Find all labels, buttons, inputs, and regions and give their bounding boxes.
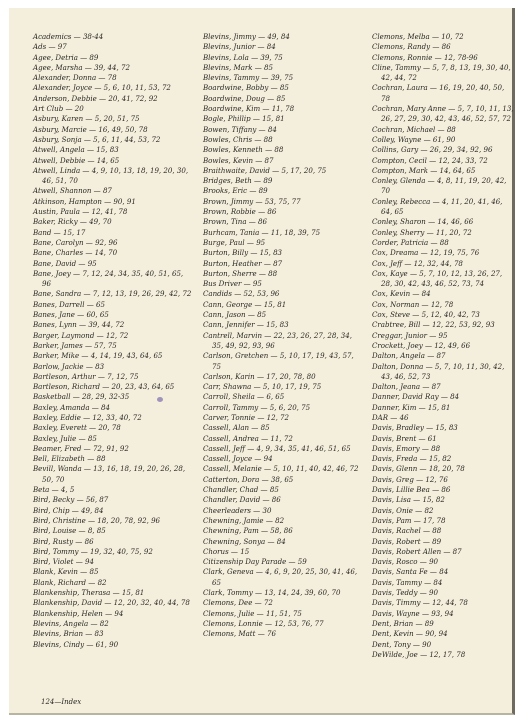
- index-entry: Cann, Jennifer — 15, 83: [203, 320, 289, 330]
- index-entry: Banes, Darrell — 65: [33, 299, 105, 309]
- index-entry: Burton, Sherre — 88: [203, 268, 278, 278]
- index-entry: Clemons, Lonnie — 12, 53, 76, 77: [203, 618, 324, 628]
- index-entry: Blevins, Lola — 39, 75: [203, 52, 283, 62]
- page-footer: 124—Index: [41, 698, 82, 706]
- index-entry: Dalton, Angela — 87: [372, 351, 446, 361]
- index-entry: Brown, Tina — 86: [203, 217, 268, 227]
- index-entry: Baxley, Eddie — 12, 33, 40, 72: [33, 412, 142, 422]
- index-entry: Blankenship, Helen — 94: [33, 608, 124, 618]
- index-entry: Dent, Tony — 90: [372, 639, 432, 649]
- index-entry: Cantrell, Marvin — 22, 23, 26, 27, 28, 34, 35, 49, 92, 93, 96: [203, 330, 353, 350]
- index-entry: Davis, Wayne — 93, 94: [372, 608, 454, 618]
- index-entry: Baxley, Julie — 85: [33, 433, 97, 443]
- index-entry: Compton, Cecil — 12, 24, 33, 72: [372, 155, 488, 165]
- index-column-3: [372, 32, 515, 660]
- index-entry: Cassell, Alan — 85: [203, 423, 270, 433]
- index-entry: Cochran, Michael — 88: [372, 124, 456, 134]
- index-entry: Atwell, Angela — 15, 83: [33, 145, 119, 155]
- index-entry: Bird, Christine — 18, 20, 78, 92, 96: [33, 515, 161, 525]
- index-entry: Danner, Kim — 15, 81: [372, 402, 451, 412]
- index-entry: Atkinson, Hampton — 90, 91: [33, 196, 136, 206]
- index-entry: Cox, Steve — 5, 12, 40, 42, 73: [372, 310, 480, 320]
- index-entry: Carr, Shawna — 5, 10, 17, 19, 75: [203, 382, 322, 392]
- index-entry: Cassell, Andrea — 11, 72: [203, 433, 293, 443]
- index-entry: Asbury, Karen — 5, 20, 51, 75: [33, 114, 140, 124]
- index-entry: Barlow, Jackie — 83: [33, 361, 105, 371]
- index-entry: Barker, Mike — 4, 14, 19, 43, 64, 65: [33, 351, 163, 361]
- index-entry: Beamer, Fred — 72, 91, 92: [33, 443, 129, 453]
- index-entry: Burge, Paul — 95: [203, 237, 266, 247]
- index-entry: Davis, Glenn — 18, 20, 78: [372, 464, 465, 474]
- index-entry: Baker, Ricky — 49, 70: [33, 217, 112, 227]
- index-entry: Bird, Rusty — 86: [33, 536, 94, 546]
- index-entry: Crockett, Joey — 12, 49, 66: [372, 340, 471, 350]
- index-entry: Agee, Detria — 89: [33, 52, 99, 62]
- index-entry: Clemons, Julie — 11, 51, 75: [203, 608, 302, 618]
- index-entry: Asbury, Marcie — 16, 49, 50, 78: [33, 124, 148, 134]
- index-page: [9, 8, 515, 715]
- index-entry: Davis, Freda — 15, 82: [372, 454, 452, 464]
- index-entry: Bird, Becky — 56, 87: [33, 495, 109, 505]
- index-entry: Bogle, Phillip — 15, 81: [203, 114, 285, 124]
- index-entry: Bowles, Kevin — 87: [203, 155, 274, 165]
- index-entry: Clemons, Ronnie — 12, 78-96: [372, 52, 478, 62]
- index-entry: Colley, Wayne — 61, 90: [372, 134, 456, 144]
- index-entry: Davis, Lillie Bea — 86: [372, 485, 451, 495]
- index-entry: Cox, Kevin — 84: [372, 289, 431, 299]
- index-entry: Crabtree, Bill — 12, 22, 53, 92, 93: [372, 320, 495, 330]
- index-entry: Dalton, Donna — 5, 7, 10, 11, 30, 42, 43, 46, 52, 73: [372, 361, 505, 381]
- index-entry: Alexander, Joyce — 5, 6, 10, 11, 53, 72: [33, 83, 171, 93]
- index-entry: Brown, Robbie — 86: [203, 207, 277, 217]
- index-entry: Davis, Tammy — 84: [372, 577, 443, 587]
- ink-smudge: [157, 397, 163, 402]
- index-entry: Davis, Greg — 12, 76: [372, 474, 448, 484]
- index-entry: Band — 15, 17: [33, 227, 86, 237]
- index-entry: Blankenship, David — 12, 20, 32, 40, 44, 78: [33, 598, 190, 608]
- index-entry: Davis, Timmy — 12, 44, 78: [372, 598, 468, 608]
- index-entry: Bane, Sandra — 7, 12, 13, 19, 26, 29, 42, 72: [33, 289, 192, 299]
- index-entry: Candids — 52, 53, 96: [203, 289, 280, 299]
- index-entry: Blevins, Mark — 85: [203, 62, 274, 72]
- index-entry: Ads — 97: [33, 42, 67, 52]
- index-entry: Dent, Brian — 89: [372, 618, 434, 628]
- index-entry: Bird, Violet — 94: [33, 557, 95, 567]
- index-entry: Chewning, Sonya — 84: [203, 536, 286, 546]
- index-entry: Cox, Kaye — 5, 7, 10, 12, 13, 26, 27, 28, 30, 42, 43, 46, 52, 73, 74: [372, 268, 503, 289]
- index-entry: DAR — 46: [372, 412, 409, 422]
- index-entry: Bowles, Kenneth — 88: [203, 145, 284, 155]
- index-entry: Bird, Chip — 49, 84: [33, 505, 104, 515]
- index-entry: Bird, Louise — 8, 85: [33, 526, 106, 536]
- index-entry: Carver, Tonnie — 12, 72: [203, 412, 290, 422]
- index-entry: Clemons, Dee — 72: [203, 598, 273, 608]
- index-entry: Burton, Heather — 87: [203, 258, 283, 268]
- index-entry: Cann, Jason — 85: [203, 310, 267, 320]
- index-entry: Collins, Gary — 26, 29, 34, 92, 96: [372, 145, 493, 155]
- index-entry: Cassell, Melanie — 5, 10, 11, 40, 42, 46, 72: [203, 464, 359, 474]
- index-entry: Cann, George — 15, 81: [203, 299, 287, 309]
- index-entry: Agee, Marsha — 39, 44, 72: [33, 62, 130, 72]
- index-entry: Blank, Kevin — 85: [33, 567, 99, 577]
- index-entry: Chandler, Chad — 85: [203, 485, 279, 495]
- index-entry: Basketball — 28, 29, 32-35: [33, 392, 130, 402]
- index-entry: Bartleson, Richard — 20, 23, 43, 64, 65: [33, 382, 175, 392]
- index-entry: Bowen, Tiffany — 84: [203, 124, 277, 134]
- index-column-2: [203, 32, 363, 640]
- index-entry: Blank, Richard — 82: [33, 577, 107, 587]
- index-entry: Atwell, Linda — 4, 9, 10, 13, 18, 19, 20, 30, 46, 51, 70: [33, 165, 189, 186]
- index-entry: Davis, Robert Allen — 87: [372, 546, 462, 556]
- index-entry: Burhcam, Tania — 11, 18, 39, 75: [203, 227, 321, 237]
- index-entry: Conley, Glenda — 4, 8, 11, 19, 20, 42, 70: [372, 176, 507, 196]
- index-entry: Asbury, Sonja — 5, 6, 11, 44, 53, 72: [33, 134, 161, 144]
- index-entry: Cox, Dreama — 12, 19, 75, 76: [372, 248, 480, 258]
- index-entry: Bridges, Beth — 89: [203, 176, 273, 186]
- index-entry: Cochran, Laura — 16, 19, 20, 40, 50, 78: [372, 83, 505, 103]
- index-entry: Bus Driver — 95: [203, 279, 262, 289]
- index-entry: Blevins, Brian — 83: [33, 629, 104, 639]
- index-column-1: [33, 32, 193, 650]
- index-entry: Chandler, David — 86: [203, 495, 281, 505]
- index-entry: Davis, Bradley — 15, 83: [372, 423, 458, 433]
- index-entry: Conley, Sharon — 14, 46, 66: [372, 217, 474, 227]
- index-entry: Austin, Paula — 12, 41, 78: [33, 207, 128, 217]
- index-entry: Corder, Patricia — 88: [372, 237, 449, 247]
- index-entry: Barger, Laymond — 12, 72: [33, 330, 129, 340]
- index-entry: Conley, Sherry — 11, 20, 72: [372, 227, 472, 237]
- index-entry: DeWilde, Joe — 12, 17, 78: [372, 649, 466, 659]
- index-entry: Clemons, Melba — 10, 72: [372, 32, 464, 41]
- index-entry: Bird, Tommy — 19, 32, 40, 75, 92: [33, 546, 153, 556]
- index-entry: Citizenship Day Parade — 59: [203, 557, 307, 567]
- index-entry: Davis, Emory — 88: [372, 443, 441, 453]
- index-entry: Brooks, Eric — 89: [203, 186, 268, 196]
- index-entry: Blevins, Jimmy — 49, 84: [203, 32, 290, 41]
- index-entry: Carlson, Gretchen — 5, 10, 17, 19, 43, 57, 75: [203, 351, 354, 371]
- index-entry: Catterton, Dora — 38, 65: [203, 474, 294, 484]
- index-entry: Banes, Lynn — 39, 44, 72: [33, 320, 125, 330]
- index-entry: Blevins, Cindy — 61, 90: [33, 639, 119, 649]
- index-entry: Boardwine, Bobby — 85: [203, 83, 289, 93]
- index-entry: Chewning, Pam — 58, 86: [203, 526, 293, 536]
- index-entry: Cochran, Mary Anne — 5, 7, 10, 11, 13, 26, 27, 29, 30, 42, 43, 46, 52, 57, 72: [372, 104, 514, 124]
- index-entry: Cox, Norman — 12, 78: [372, 299, 454, 309]
- index-entry: Beta — 4, 5: [33, 485, 75, 495]
- index-entry: Burton, Billy — 15, 83: [203, 248, 283, 258]
- index-entry: Compton, Mark — 14, 64, 65: [372, 165, 476, 175]
- index-entry: Chorus — 15: [203, 546, 250, 556]
- index-entry: Bane, Carolyn — 92, 96: [33, 237, 118, 247]
- index-entry: Boardwine, Kim — 11, 78: [203, 104, 295, 114]
- index-entry: Bell, Elizabeth — 88: [33, 454, 106, 464]
- index-entry: Art Club — 20: [33, 104, 84, 114]
- index-entry: Blevins, Angela — 82: [33, 618, 109, 628]
- index-entry: Dalton, Jeana — 87: [372, 382, 441, 392]
- index-entry: Barker, James — 57, 75: [33, 340, 117, 350]
- index-entry: Conley, Rebecca — 4, 11, 20, 41, 46, 64, 65: [372, 196, 503, 217]
- index-entry: Blevins, Tammy — 39, 75: [203, 73, 294, 83]
- index-entry: Atwell, Shannon — 87: [33, 186, 112, 196]
- index-entry: Bane, Joey — 7, 12, 24, 34, 35, 40, 51, 65, 96: [33, 268, 184, 289]
- index-entry: Davis, Santa Fe — 84: [372, 567, 449, 577]
- index-entry: Academics — 38-44: [33, 32, 104, 41]
- index-entry: Cox, Jeff — 12, 32, 44, 78: [372, 258, 463, 268]
- index-entry: Baxley, Everett — 20, 78: [33, 423, 121, 433]
- index-entry: Baxley, Amanda — 84: [33, 402, 111, 412]
- index-entry: Cassell, Joyce — 94: [203, 454, 273, 464]
- index-entry: Blevins, Junior — 84: [203, 42, 276, 52]
- index-entry: Bane, David — 95: [33, 258, 97, 268]
- index-entry: Davis, Robert — 89: [372, 536, 442, 546]
- index-entry: Davis, Pam — 17, 78: [372, 515, 446, 525]
- index-entry: Clemons, Matt — 76: [203, 629, 276, 639]
- index-entry: Brown, Jimmy — 53, 75, 77: [203, 196, 301, 206]
- index-entry: Bartleson, Arthur — 7, 12, 75: [33, 371, 139, 381]
- index-entry: Carroll, Sheila — 6, 65: [203, 392, 285, 402]
- index-entry: Chewning, Jamie — 82: [203, 515, 285, 525]
- index-entry: Carlson, Karin — 17, 20, 78, 80: [203, 371, 316, 381]
- index-entry: Danner, David Ray — 84: [372, 392, 460, 402]
- index-entry: Bowles, Chris — 88: [203, 134, 273, 144]
- index-entry: Alexander, Donna — 78: [33, 73, 117, 83]
- index-entry: Dent, Kevin — 90, 94: [372, 629, 448, 639]
- index-entry: Braithwaite, David — 5, 17, 20, 75: [203, 165, 327, 175]
- index-entry: Bevill, Wanda — 13, 16, 18, 19, 20, 26, 28, 50, 70: [33, 464, 186, 484]
- index-entry: Clark, Geneva — 4, 6, 9, 20, 25, 30, 41, 46, 65: [203, 567, 358, 587]
- index-entry: Blankenship, Therasa — 15, 81: [33, 588, 145, 598]
- index-entry: Davis, Lisa — 15, 82: [372, 495, 445, 505]
- index-entry: Boardwine, Doug — 85: [203, 93, 286, 103]
- index-entry: Anderson, Debbie — 20, 41, 72, 92: [33, 93, 158, 103]
- index-entry: Cassell, Jeff — 4, 9, 34, 35, 41, 46, 51, 65: [203, 443, 351, 453]
- index-entry: Cheerleaders — 30: [203, 505, 272, 515]
- index-entry: Davis, Teddy — 90: [372, 588, 439, 598]
- index-entry: Clark, Tommy — 13, 14, 24, 39, 60, 70: [203, 588, 341, 598]
- index-entry: Atwell, Debbie — 14, 65: [33, 155, 120, 165]
- index-entry: Carroll, Tammy — 5, 6, 20, 75: [203, 402, 311, 412]
- index-entry: Creggar, Junior — 95: [372, 330, 448, 340]
- index-entry: Cline, Tammy — 5, 7, 8, 13, 19, 30, 40, 42, 44, 72: [372, 62, 511, 83]
- index-entry: Davis, Rachel — 88: [372, 526, 442, 536]
- index-entry: Davis, Brent — 61: [372, 433, 437, 443]
- index-entry: Davis, Rosco — 90: [372, 557, 439, 567]
- index-entry: Banes, Jane — 60, 65: [33, 310, 109, 320]
- index-entry: Bane, Charles — 14, 70: [33, 248, 118, 258]
- index-entry: Clemons, Randy — 86: [372, 42, 451, 52]
- index-entry: Davis, Onie — 82: [372, 505, 434, 515]
